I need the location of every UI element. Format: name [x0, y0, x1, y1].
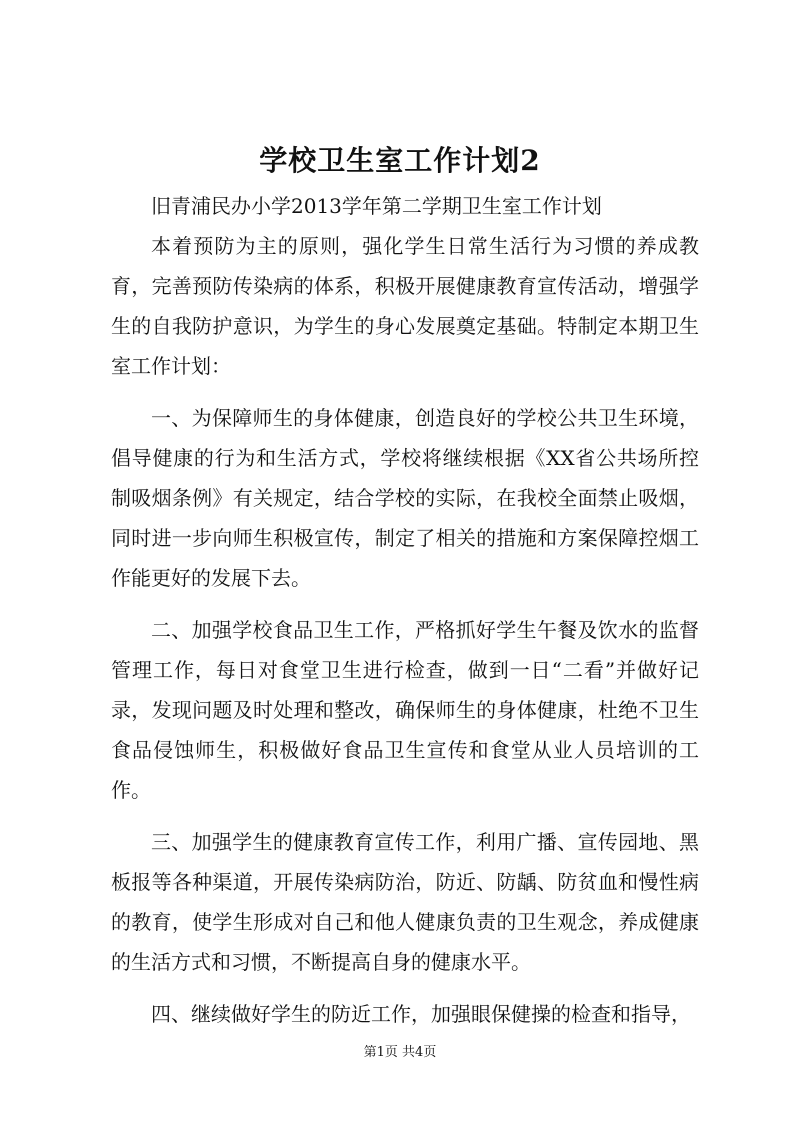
- section-four-paragraph: 四、继续做好学生的防近工作，加强眼保健操的检查和指导，: [151, 1002, 691, 1026]
- intro-paragraph: 本着预防为主的原则，强化学生日常生活行为习惯的养成教育，完善预防传染病的体系，积极开展健康教育宣传活动，增强学生的自我防护意识，为学生的身心发展奠定基础。特制定本期卫生室工作计划：: [111, 234, 699, 378]
- page-footer: 第1页 共4页: [363, 1045, 437, 1060]
- subtitle-paragraph: 旧青浦民办小学2013学年第二学期卫生室工作计划: [151, 194, 602, 218]
- document-body: [111, 186, 699, 1034]
- document-title: 学校卫生室工作计划2: [259, 144, 541, 177]
- section-one-paragraph: 一、为保障师生的身体健康，创造良好的学校公共卫生环境，倡导健康的行为和生活方式，学校将继续根据《XX省公共场所控制吸烟条例》有关规定，结合学校的实际，在我校全面禁止吸烟，同时进一步向师生积极宣传，制定了相关的措施和方案保障控烟工作能更好的发展下去。: [111, 406, 699, 590]
- section-three-paragraph: 三、加强学生的健康教育宣传工作，利用广播、宣传园地、黑板报等各种渠道，开展传染病防治，防近、防龋、防贫血和慢性病的教育，使学生形成对自己和他人健康负责的卫生观念，养成健康的生活方式和习惯，不断提高自身的健康水平。: [111, 830, 699, 974]
- section-two-paragraph: 二、加强学校食品卫生工作，严格抓好学生午餐及饮水的监督管理工作，每日对食堂卫生进行检查，做到一日“二看”并做好记录，发现问题及时处理和整改，确保师生的身体健康，杜绝不卫生食品侵蚀师生，积极做好食品卫生宣传和食堂从业人员培训的工作。: [111, 618, 699, 802]
